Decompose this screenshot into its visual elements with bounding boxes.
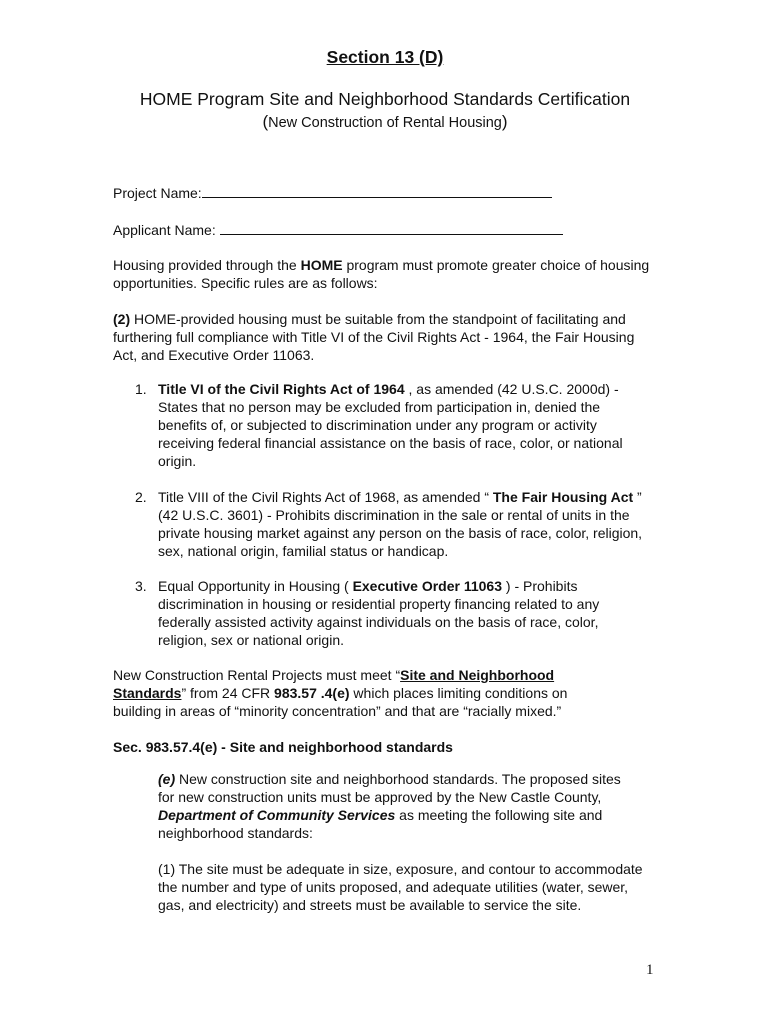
document-title: HOME Program Site and Neighborhood Standards Certification [139,89,631,109]
sec-heading-text: Sec. 983.57.4(e) - Site and neighborhood standards [113,739,453,755]
list-item-number: 3. [135,578,147,594]
applicant-name-label: Applicant Name: [113,222,216,238]
section-heading [113,738,653,756]
intro-text-b: program must promote greater choice of housing opportunities. Specific rules are as follows: [113,257,650,291]
list-item-number: 2. [135,489,147,505]
intro-text-a: Housing provided through the [113,257,301,273]
list-item-pre-text: Title VIII of the Civil Rights Act of 1968, as amended “ [158,489,493,505]
document-subtitle [0,112,770,132]
standards-text-b: ” from 24 CFR [181,685,275,701]
section-title: Section 13 (D) [326,47,444,67]
project-name-input-line[interactable] [202,183,552,198]
standards-text-a: New Construction Rental Projects must meet “ [113,667,401,683]
site-neighborhood-standards-bold: Site and Neighborhood Standards [113,667,555,701]
subsection-e-text-b: as meeting the following site and neighborhood standards: [158,807,603,841]
project-name-field [113,183,653,202]
list-item [135,380,655,470]
rule-2-paragraph [113,310,658,364]
standards-paragraph [113,666,613,720]
rule-2-text: HOME-provided housing must be suitable from the standpoint of facilitating and furthering full compliance with Title VI of the Civil Rights Act - 1964, the Fair Housing Act, and Executive Order 11063. [113,311,635,363]
project-name-label: Project Name: [113,185,202,201]
subsection-item-1 [158,860,650,914]
list-item-pre-text: Equal Opportunity in Housing ( [158,578,353,594]
subtitle-open-paren: ( [262,112,269,131]
page-number: 1 [646,962,654,978]
list-item [135,577,655,649]
intro-home-bold: HOME [300,257,343,273]
subsection-item-1-text: (1) The site must be adequate in size, exposure, and contour to accommodate the number and type of units proposed, and adequate utilities (water, sewer, gas, and electricity) and streets must be available to service the site. [158,861,643,913]
rule-2-label: (2) [113,311,131,327]
standards-text-c: which places limiting conditions on building in areas of “minority concentration” and that are “racially mixed.” [113,685,568,719]
list-item-text: , as amended (42 U.S.C. 2000d) - States that no person may be excluded from participation in, denied the benefits of, or subjected to discrimination under any program or activity receiving federal financial assistance on the basis of race, color, or national origin. [158,381,623,469]
applicant-name-field [113,220,653,239]
list-item-bold-title: Title VI of the Civil Rights Act of 1964 [158,381,405,397]
subsection-e-paragraph [158,770,628,842]
list-item [135,488,655,560]
list-item-text: ” (42 U.S.C. 3601) - Prohibits discrimination in the sale or rental of units in the private housing market against any person on the basis of race, color, religion, sex, national origin, familial status or handicap. [158,489,643,559]
subtitle-text: New Construction of Rental Housing [268,115,502,131]
subsection-e-label: (e) [158,771,176,787]
list-item-bold-title: Executive Order 11063 [352,578,502,594]
list-item-number: 1. [135,381,147,397]
list-item-text: ) - Prohibits discrimination in housing or residential property financing related to any federally assisted activity against individuals on the basis of race, color, religion, sex or national origin. [158,578,600,648]
applicant-name-input-line[interactable] [220,220,563,235]
intro-paragraph [113,256,653,292]
list-item-bold-title: The Fair Housing Act [492,489,634,505]
cfr-reference-bold: 983.57 .4(e) [274,685,350,701]
subtitle-close-paren: ) [501,112,508,131]
subsection-e-text-a: New construction site and neighborhood standards. The proposed sites for new construction units must be approved by the New Castle County, [158,771,621,805]
department-name: Department of Community Services [158,807,396,823]
